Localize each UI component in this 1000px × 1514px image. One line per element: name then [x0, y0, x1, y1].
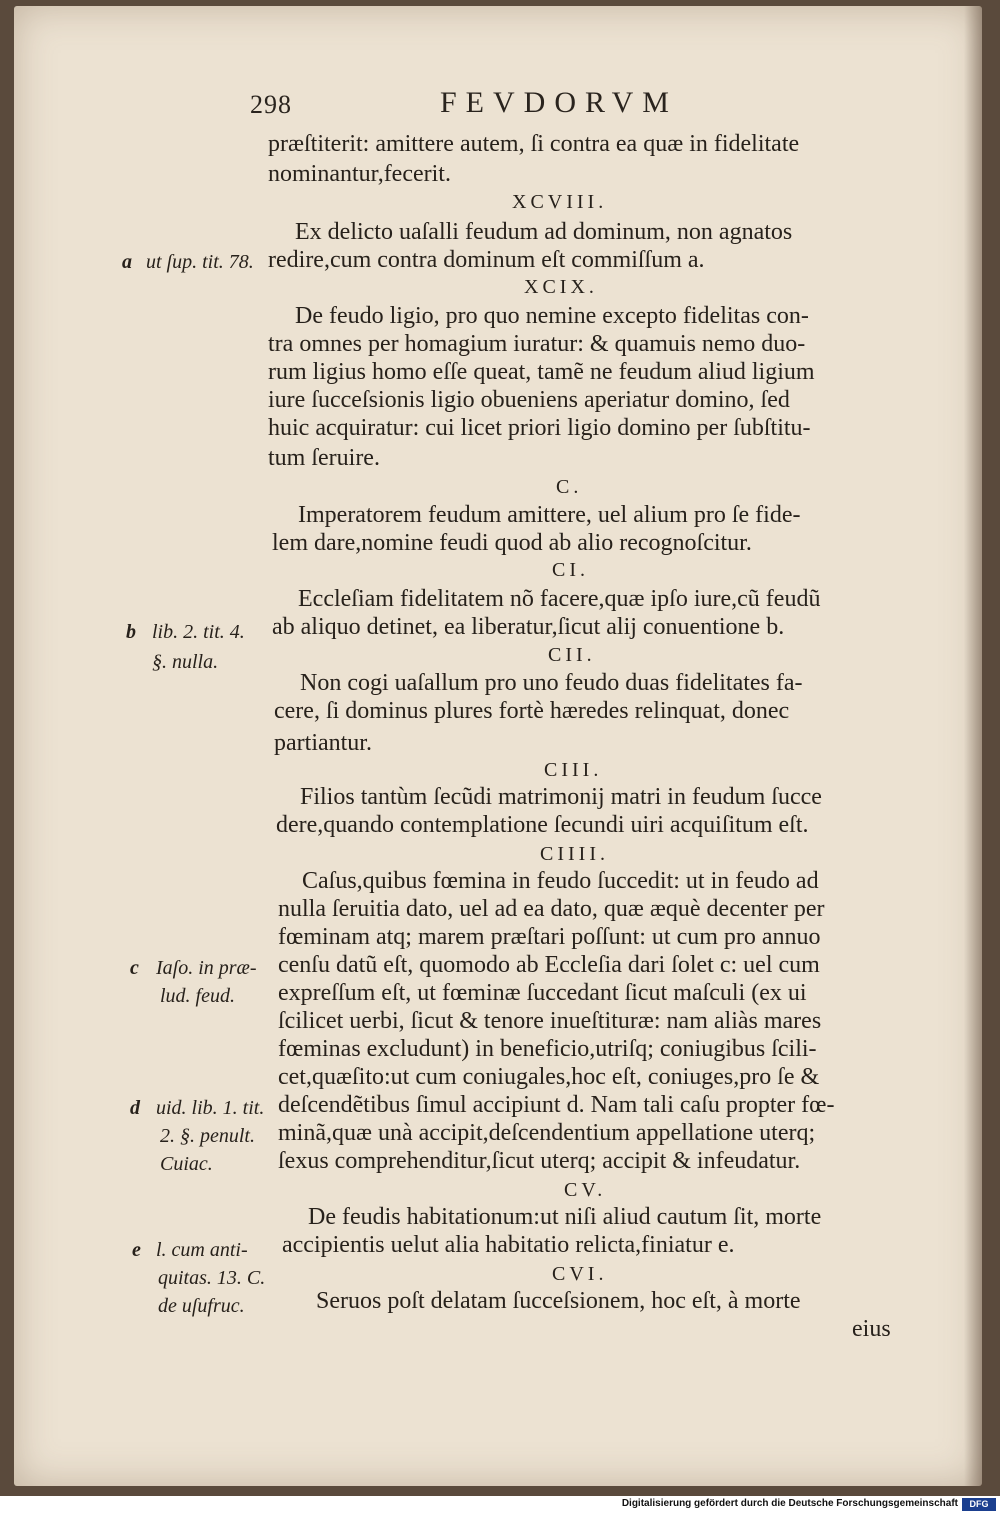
section-heading: CV.: [564, 1179, 607, 1201]
text-line: nulla ſeruitia dato, uel ad ea dato, quæ æquè decenter per: [278, 896, 825, 922]
text-line: ſcilicet uerbi, ſicut & tenore inueſtituræ: nam aliàs mares: [278, 1008, 822, 1034]
section-heading: CI.: [552, 559, 589, 581]
section-heading: CIIII.: [540, 843, 609, 865]
text-line: cenſu datũ eſt, quomodo ab Eccleſia dari ſolet c: uel cum: [278, 952, 820, 978]
text-line: cet,quæſito:ut cum coniugales,hoc eſt, coniuges,pro ſe &: [278, 1064, 820, 1090]
margin-note: lud. feud.: [160, 985, 235, 1007]
digitization-footer: [0, 1496, 1000, 1514]
running-title: FEVDORVM: [440, 86, 678, 119]
section-heading: CIII.: [544, 759, 603, 781]
dfg-logo: DFG: [962, 1498, 996, 1511]
section-heading: CII.: [548, 644, 596, 666]
text-line: accipientis uelut alia habitatio relicta,finiatur e.: [282, 1232, 735, 1258]
text-line: Non cogi uaſallum pro uno feudo duas fidelitates fa-: [300, 670, 803, 696]
text-line: Ex delicto uaſalli feudum ad dominum, non agnatos: [295, 219, 793, 245]
margin-letter: e: [132, 1239, 141, 1261]
text-line: ab aliquo detinet, ea liberatur,ſicut alij conuentione b.: [272, 614, 785, 640]
margin-note: Cuiac.: [160, 1153, 213, 1175]
text-line: dere,quando contemplatione ſecundi uiri acquiſitum eſt.: [276, 812, 809, 838]
page-spine-shadow: [964, 6, 982, 1486]
text-line: Eccleſiam fidelitatem nõ facere,quæ ipſo iure,cũ feudũ: [298, 586, 821, 612]
running-head: [0, 86, 1000, 126]
text-line: De feudis habitationum:ut niſi aliud cautum ſit, morte: [308, 1204, 822, 1230]
text-line: tra omnes per homagium iuratur: & quamuis nemo duo-: [268, 331, 806, 357]
footer-credit: Digitalisierung gefördert durch die Deutsche Forschungsgemeinschaft: [621, 1498, 958, 1509]
margin-note: §. nulla.: [152, 651, 219, 673]
text-line: fœminam atq; marem præſtari poſſunt: ut cum pro annuo: [278, 924, 821, 950]
text-line: tum ſeruire.: [268, 445, 380, 471]
margin-letter: c: [130, 957, 139, 979]
text-line: Imperatorem feudum amittere, uel alium pro ſe fide-: [298, 502, 801, 528]
section-heading: C.: [556, 476, 583, 498]
page-number: 298: [250, 90, 292, 119]
margin-note: ut ſup. tit. 78.: [146, 251, 254, 273]
text-line: præſtiterit: amittere autem, ſi contra ea quæ in fidelitate: [268, 131, 800, 157]
text-line: De feudo ligio, pro quo nemine excepto fidelitas con-: [295, 303, 809, 329]
section-heading: XCIX.: [524, 276, 598, 298]
section-heading: XCVIII.: [512, 191, 608, 213]
margin-note: lib. 2. tit. 4.: [152, 621, 245, 643]
text-line: redire,cum contra dominum eſt commiſſum a.: [268, 247, 705, 273]
margin-letter: d: [130, 1097, 140, 1119]
margin-note: l. cum anti-: [156, 1239, 248, 1261]
text-line: ſexus comprehenditur,ſicut uterq; accipit & infeudatur.: [278, 1148, 801, 1174]
margin-note: 2. §. penult.: [160, 1125, 255, 1147]
text-line: Filios tantùm ſecũdi matrimonij matri in feudum ſucce: [300, 784, 822, 810]
margin-note: Iaſo. in præ-: [156, 957, 257, 979]
text-line: fœminas excludunt) in beneficio,utriſq; coniugibus ſcili-: [278, 1036, 817, 1062]
text-line: rum ligius homo eſſe queat, tamẽ ne feudum aliud ligium: [268, 359, 815, 385]
margin-letter: a: [122, 251, 132, 273]
text-line: deſcendẽtibus ſimul accipiunt d. Nam tali caſu propter fœ-: [278, 1092, 835, 1118]
catchword: eius: [852, 1316, 891, 1342]
text-line: Caſus,quibus fœmina in feudo ſuccedit: ut in feudo ad: [302, 868, 819, 894]
margin-note: de uſufruc.: [158, 1295, 245, 1317]
margin-note: quitas. 13. C.: [158, 1267, 266, 1289]
text-line: nominantur,fecerit.: [268, 161, 451, 187]
text-line: cere, ſi dominus plures fortè hæredes relinquat, donec: [274, 698, 790, 724]
text-line: Seruos poſt delatam ſucceſsionem, hoc eſt, à morte: [316, 1288, 801, 1314]
text-line: partiantur.: [274, 730, 372, 756]
text-line: iure ſucceſsionis ligio obueniens aperiatur domino, ſed: [268, 387, 790, 413]
text-line: huic acquiratur: cui licet priori ligio domino per ſubſtitu-: [268, 415, 811, 441]
margin-note: uid. lib. 1. tit.: [156, 1097, 265, 1119]
margin-letter: b: [126, 621, 136, 643]
text-line: minã,quæ unà accipit,deſcendentium appellatione uterq;: [278, 1120, 816, 1146]
text-line: expreſſum eſt, ut fœminæ ſuccedant ſicut maſculi (ex ui: [278, 980, 807, 1006]
section-heading: CVI.: [552, 1263, 608, 1285]
text-line: lem dare,nomine feudi quod ab alio recognoſcitur.: [272, 530, 752, 556]
